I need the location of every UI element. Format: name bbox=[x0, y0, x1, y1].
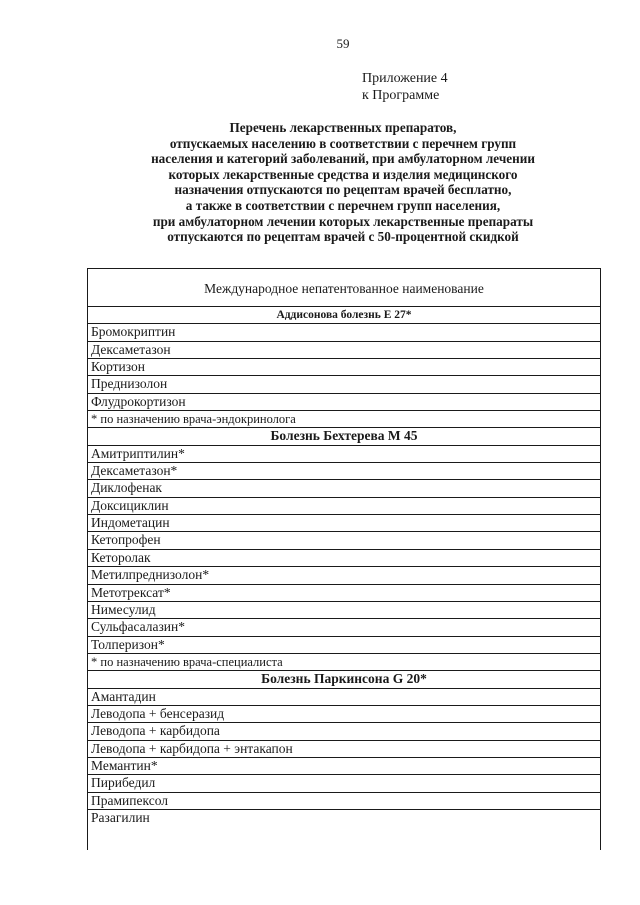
title-line: отпускаются по рецептам врачей с 50-процентной скидкой bbox=[167, 229, 519, 245]
appendix-line: к Программе bbox=[362, 88, 440, 103]
disease-section-header: Болезнь Бехтерева М 45 bbox=[88, 428, 600, 445]
title-line: которых лекарственные средства и изделия медицинского bbox=[168, 166, 518, 182]
disease-section-header: Аддисонова болезнь Е 27* bbox=[88, 307, 600, 324]
title-line: а также в соответствии с перечнем групп населения, bbox=[185, 197, 501, 213]
drug-row: Дексаметазон* bbox=[88, 463, 600, 480]
drug-row: Леводопа + карбидопа + энтакапон bbox=[88, 741, 600, 758]
footnote-row: * по назначению врача-эндокринолога bbox=[88, 411, 600, 428]
drug-row: Прамипексол bbox=[88, 793, 600, 810]
page-number: 59 bbox=[336, 36, 350, 51]
drug-row: Толперизон* bbox=[88, 637, 600, 654]
drug-row: Пирибедил bbox=[88, 775, 600, 792]
drug-row: Амантадин bbox=[88, 689, 600, 706]
drug-row: Кетопрофен bbox=[88, 532, 600, 549]
disease-section-header: Болезнь Паркинсона G 20* bbox=[88, 671, 600, 688]
drug-row: Дексаметазон bbox=[88, 342, 600, 359]
appendix-line: Приложение 4 bbox=[362, 71, 448, 86]
drug-row: Леводопа + карбидопа bbox=[88, 723, 600, 740]
drug-row: Преднизолон bbox=[88, 376, 600, 393]
drug-row: Леводопа + бенсеразид bbox=[88, 706, 600, 723]
drug-row: Флудрокортизон bbox=[88, 394, 600, 411]
drug-row: Метотрексат* bbox=[88, 585, 600, 602]
drug-row: Диклофенак bbox=[88, 480, 600, 497]
drug-table bbox=[87, 268, 601, 850]
document-title bbox=[0, 120, 640, 245]
footnote-row: * по назначению врача-специалиста bbox=[88, 654, 600, 671]
title-line: назначения отпускаются по рецептам врачей бесплатно, bbox=[174, 182, 512, 198]
appendix-note bbox=[362, 70, 448, 104]
drug-row: Индометацин bbox=[88, 515, 600, 532]
title-line: Перечень лекарственных препаратов, bbox=[229, 120, 457, 135]
drug-row: Разагилин bbox=[91, 809, 150, 825]
drug-row: Нимесулид bbox=[88, 602, 600, 619]
drug-row: Амитриптилин* bbox=[88, 446, 600, 463]
title-line: при амбулаторном лечении которых лекарственные препараты bbox=[152, 213, 534, 229]
table-header: Международное непатентованное наименование bbox=[88, 269, 600, 307]
drug-row: Кеторолак bbox=[88, 550, 600, 567]
title-line: населения и категорий заболеваний, при амбулаторном лечении bbox=[151, 151, 535, 167]
drug-row: Доксициклин bbox=[88, 498, 600, 515]
drug-row: Бромокриптин bbox=[88, 324, 600, 341]
drug-row: Сульфасалазин* bbox=[88, 619, 600, 636]
drug-row: Кортизон bbox=[88, 359, 600, 376]
drug-row: Метилпреднизолон* bbox=[88, 567, 600, 584]
title-line: отпускаемых населению в соответствии с перечнем групп bbox=[169, 135, 517, 151]
drug-row: Мемантин* bbox=[88, 758, 600, 775]
